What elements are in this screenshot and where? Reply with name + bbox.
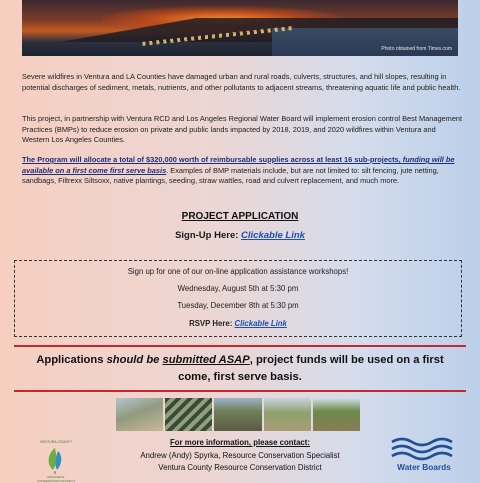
workshop-date: Tuesday, December 8th at 5:30 pm	[177, 301, 299, 310]
workshop-date: Wednesday, August 5th at 5:30 pm	[177, 284, 299, 293]
photo-credit: Photo obtained from Times.com	[381, 46, 452, 52]
intro-paragraph: Severe wildfires in Ventura and LA Counties have damaged urban and rural roads, culverts, structures, and hill slopes, resulting in potential discharges of sediment, metals, nutrients, and other pollutants to adjacent streams, threatening aquatic life and public health.	[22, 72, 461, 92]
bmp-photo	[214, 398, 261, 431]
signup-line	[0, 230, 480, 241]
deadline-notice: Applications should be submitted ASAP, project funds will be used on a first come, first serve basis.	[36, 354, 444, 383]
signup-link[interactable]: Clickable Link	[241, 230, 305, 241]
bmp-photo-strip	[116, 398, 360, 431]
contact-name: Andrew (Andy) Spyrka, Resource Conservation Specialist	[140, 451, 340, 460]
contact-organization: Ventura County Resource Conservation District	[158, 463, 322, 472]
water-boards-logo: Water Boards	[388, 434, 460, 480]
partnership-paragraph: This project, in partnership with Ventura RCD and Los Angeles Regional Water Board will implement erosion control Best Management Practices (BMPs) to reduce erosion on private and public lands impacted by 2018, 2019, and 2020 wildfires within Ventura and Western Los Angeles Counties.	[22, 114, 463, 144]
program-emphasis: The Program will allocate a total of $320,000 worth of reimbursable supplies across at least 16 sub-projects, funding will be available on a first come first serve basis	[22, 155, 455, 175]
waves-icon	[388, 434, 460, 464]
bmp-photo	[165, 398, 212, 431]
workshop-box	[14, 260, 462, 337]
program-paragraph: The Program will allocate a total of $320,000 worth of reimbursable supplies across at least 16 sub-projects, funding will be available on a first come first serve basis. Examples of BMP materials include, but are not limited to: silt fencing, jute netting, sandbags, Filtrexx Siltsoxx, native plantings, seeding, straw wattles, road and culvert replacement, and much more.	[22, 155, 455, 185]
header-photo	[22, 0, 458, 56]
rsvp-line	[15, 319, 461, 328]
workshop-intro: Sign up for one of our on-line application assistance workshops!	[127, 267, 349, 276]
rsvp-link[interactable]: Clickable Link	[234, 319, 287, 328]
signup-label: Sign-Up Here:	[175, 230, 242, 241]
divider-bottom	[14, 390, 466, 392]
application-heading: PROJECT APPLICATION	[181, 211, 299, 222]
contact-heading: For more information, please contact:	[170, 438, 310, 447]
divider-top	[14, 345, 466, 347]
rsvp-label: RSVP Here:	[189, 319, 235, 328]
bmp-photo	[264, 398, 311, 431]
vcrcd-logo: VENTURA COUNTY RESOURCE CONSERVATION DISTRICT	[36, 440, 76, 483]
bmp-photo	[313, 398, 360, 431]
bmp-photo	[116, 398, 163, 431]
